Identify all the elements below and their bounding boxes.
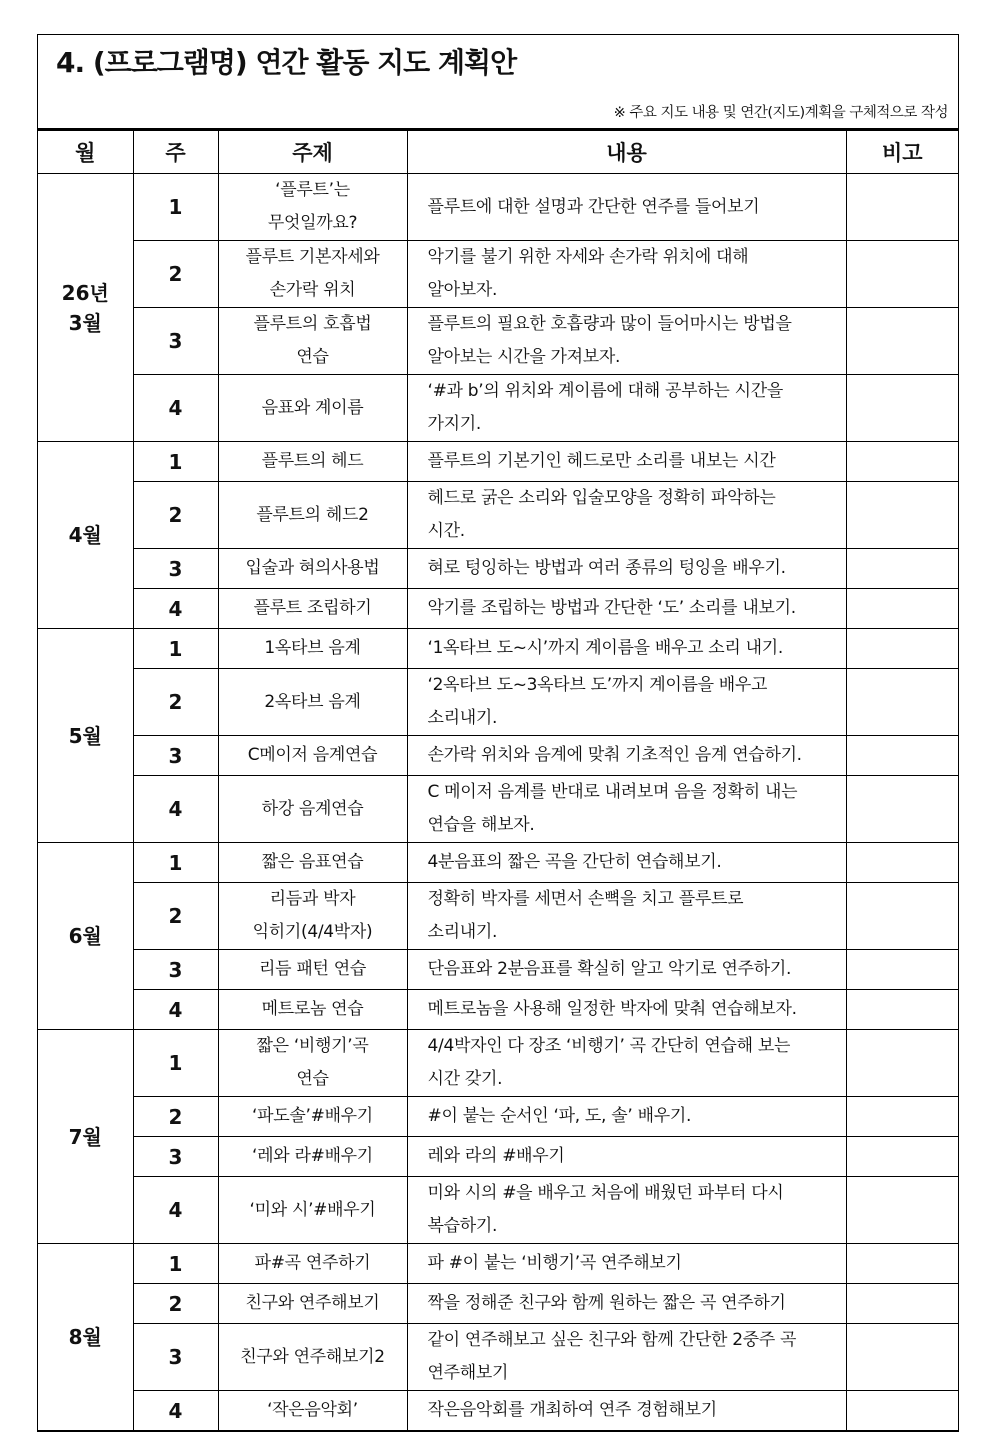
week-cell: 2 [133,1284,218,1324]
content-cell: 정확히 박자를 세면서 손뼉을 치고 플루트로 소리내기. [407,883,846,950]
topic-cell: 플루트 기본자세와 손가락 위치 [218,241,407,308]
topic-cell: 플루트의 헤드2 [218,482,407,549]
table-row [38,883,958,950]
remark-cell [846,1177,958,1244]
remark-cell [846,1097,958,1137]
week-cell: 1 [133,629,218,669]
topic-cell: 짧은 ‘비행기’곡 연습 [218,1030,407,1097]
header-week: 주 [133,131,218,174]
month-cell: 8월 [38,1244,133,1431]
content-cell: 플루트의 기본기인 헤드로만 소리를 내보는 시간 [407,442,846,482]
activity-plan-table [38,130,958,1431]
week-cell: 4 [133,990,218,1030]
topic-cell: 리듬 패턴 연습 [218,950,407,990]
content-cell: 메트로놈을 사용해 일정한 박자에 맞춰 연습해보자. [407,990,846,1030]
week-cell: 1 [133,843,218,883]
table-row [38,375,958,442]
table-row [38,990,958,1030]
topic-cell: ‘레와 라#배우기 [218,1137,407,1177]
week-cell: 1 [133,442,218,482]
table-row [38,950,958,990]
content-cell: ‘#과 b’의 위치와 계이름에 대해 공부하는 시간을 가지기. [407,375,846,442]
week-cell: 4 [133,1177,218,1244]
topic-cell: 입술과 혀의사용법 [218,549,407,589]
page-title: 4. (프로그램명) 연간 활동 지도 계획안 [56,46,517,79]
table-row [38,442,958,482]
table-row [38,1177,958,1244]
topic-cell: 음표와 계이름 [218,375,407,442]
topic-cell: 파#곡 연주하기 [218,1244,407,1284]
table-row [38,736,958,776]
month-cell: 5월 [38,629,133,843]
remark-cell [846,629,958,669]
topic-cell: ‘파도솔’#배우기 [218,1097,407,1137]
content-cell: 악기를 조립하는 방법과 간단한 ‘도’ 소리를 내보기. [407,589,846,629]
topic-cell: 메트로놈 연습 [218,990,407,1030]
week-cell: 2 [133,482,218,549]
table-row [38,1097,958,1137]
table-row [38,589,958,629]
content-cell: 레와 라의 #배우기 [407,1137,846,1177]
topic-cell: 플루트 조립하기 [218,589,407,629]
table-row [38,241,958,308]
week-cell: 4 [133,776,218,843]
remark-cell [846,1284,958,1324]
topic-cell: 친구와 연주해보기 [218,1284,407,1324]
table-row [38,843,958,883]
remark-cell [846,1030,958,1097]
content-cell: 단음표와 2분음표를 확실히 알고 악기로 연주하기. [407,950,846,990]
content-cell: 플루트에 대한 설명과 간단한 연주를 들어보기 [407,174,846,241]
topic-cell: 리듬과 박자 익히기(4/4박자) [218,883,407,950]
remark-cell [846,883,958,950]
remark-cell [846,1324,958,1391]
remark-cell [846,669,958,736]
table-body [38,174,958,1431]
title-box [38,35,958,130]
table-row [38,776,958,843]
header-month: 월 [38,131,133,174]
remark-cell [846,308,958,375]
header-row [38,131,958,174]
table-row [38,1244,958,1284]
month-cell: 26년 3월 [38,174,133,442]
remark-cell [846,1137,958,1177]
week-cell: 1 [133,174,218,241]
remark-cell [846,442,958,482]
content-cell: 파 #이 붙는 ‘비행기’곡 연주해보기 [407,1244,846,1284]
remark-cell [846,589,958,629]
remark-cell [846,375,958,442]
content-cell: 손가락 위치와 음계에 맞춰 기초적인 음계 연습하기. [407,736,846,776]
week-cell: 3 [133,308,218,375]
week-cell: 2 [133,883,218,950]
topic-cell: ‘미와 시’#배우기 [218,1177,407,1244]
remark-cell [846,482,958,549]
table-row [38,1391,958,1431]
week-cell: 4 [133,589,218,629]
content-cell: 헤드로 굵은 소리와 입술모양을 정확히 파악하는 시간. [407,482,846,549]
week-cell: 2 [133,1097,218,1137]
remark-cell [846,776,958,843]
header-remark: 비고 [846,131,958,174]
header-content: 내용 [407,131,846,174]
topic-cell: 친구와 연주해보기2 [218,1324,407,1391]
remark-cell [846,1391,958,1431]
table-row [38,482,958,549]
topic-cell: 짧은 음표연습 [218,843,407,883]
topic-cell: 하강 음계연습 [218,776,407,843]
table-row [38,629,958,669]
content-cell: 4분음표의 짧은 곡을 간단히 연습해보기. [407,843,846,883]
week-cell: 2 [133,669,218,736]
remark-cell [846,990,958,1030]
content-cell: C 메이저 음계를 반대로 내려보며 음을 정확히 내는 연습을 해보자. [407,776,846,843]
table-row [38,174,958,241]
topic-cell: ‘작은음악회’ [218,1391,407,1431]
plan-document [37,34,959,1432]
remark-cell [846,174,958,241]
remark-cell [846,549,958,589]
topic-cell: ‘플루트’는 무엇일까요? [218,174,407,241]
table-row [38,1137,958,1177]
table-row [38,549,958,589]
month-cell: 4월 [38,442,133,629]
month-cell: 7월 [38,1030,133,1244]
content-cell: 짝을 정해준 친구와 함께 원하는 짧은 곡 연주하기 [407,1284,846,1324]
topic-cell: 플루트의 호흡법 연습 [218,308,407,375]
content-cell: 같이 연주해보고 싶은 친구와 함께 간단한 2중주 곡 연주해보기 [407,1324,846,1391]
topic-cell: 플루트의 헤드 [218,442,407,482]
week-cell: 3 [133,950,218,990]
week-cell: 3 [133,1137,218,1177]
instruction-note: ※ 주요 지도 내용 및 연간(지도)계획을 구체적으로 작성 [613,105,948,121]
remark-cell [846,1244,958,1284]
topic-cell: C메이저 음계연습 [218,736,407,776]
content-cell: 작은음악회를 개최하여 연주 경험해보기 [407,1391,846,1431]
week-cell: 1 [133,1030,218,1097]
month-cell: 6월 [38,843,133,1030]
week-cell: 1 [133,1244,218,1284]
table-row [38,1030,958,1097]
content-cell: 미와 시의 #을 배우고 처음에 배웠던 파부터 다시 복습하기. [407,1177,846,1244]
header-topic: 주제 [218,131,407,174]
remark-cell [846,241,958,308]
content-cell: ‘1옥타브 도~시’까지 계이름을 배우고 소리 내기. [407,629,846,669]
week-cell: 3 [133,549,218,589]
week-cell: 4 [133,375,218,442]
content-cell: 혀로 텅잉하는 방법과 여러 종류의 텅잉을 배우기. [407,549,846,589]
topic-cell: 2옥타브 음계 [218,669,407,736]
content-cell: 악기를 불기 위한 자세와 손가락 위치에 대해 알아보자. [407,241,846,308]
table-row [38,308,958,375]
remark-cell [846,736,958,776]
table-row [38,669,958,736]
topic-cell: 1옥타브 음계 [218,629,407,669]
week-cell: 3 [133,736,218,776]
content-cell: 플루트의 필요한 호흡량과 많이 들어마시는 방법을 알아보는 시간을 가져보자. [407,308,846,375]
remark-cell [846,950,958,990]
table-row [38,1284,958,1324]
remark-cell [846,843,958,883]
table-row [38,1324,958,1391]
content-cell: ‘2옥타브 도~3옥타브 도’까지 계이름을 배우고 소리내기. [407,669,846,736]
content-cell: #이 붙는 순서인 ‘파, 도, 솔’ 배우기. [407,1097,846,1137]
content-cell: 4/4박자인 다 장조 ‘비행기’ 곡 간단히 연습해 보는 시간 갖기. [407,1030,846,1097]
week-cell: 4 [133,1391,218,1431]
week-cell: 2 [133,241,218,308]
week-cell: 3 [133,1324,218,1391]
